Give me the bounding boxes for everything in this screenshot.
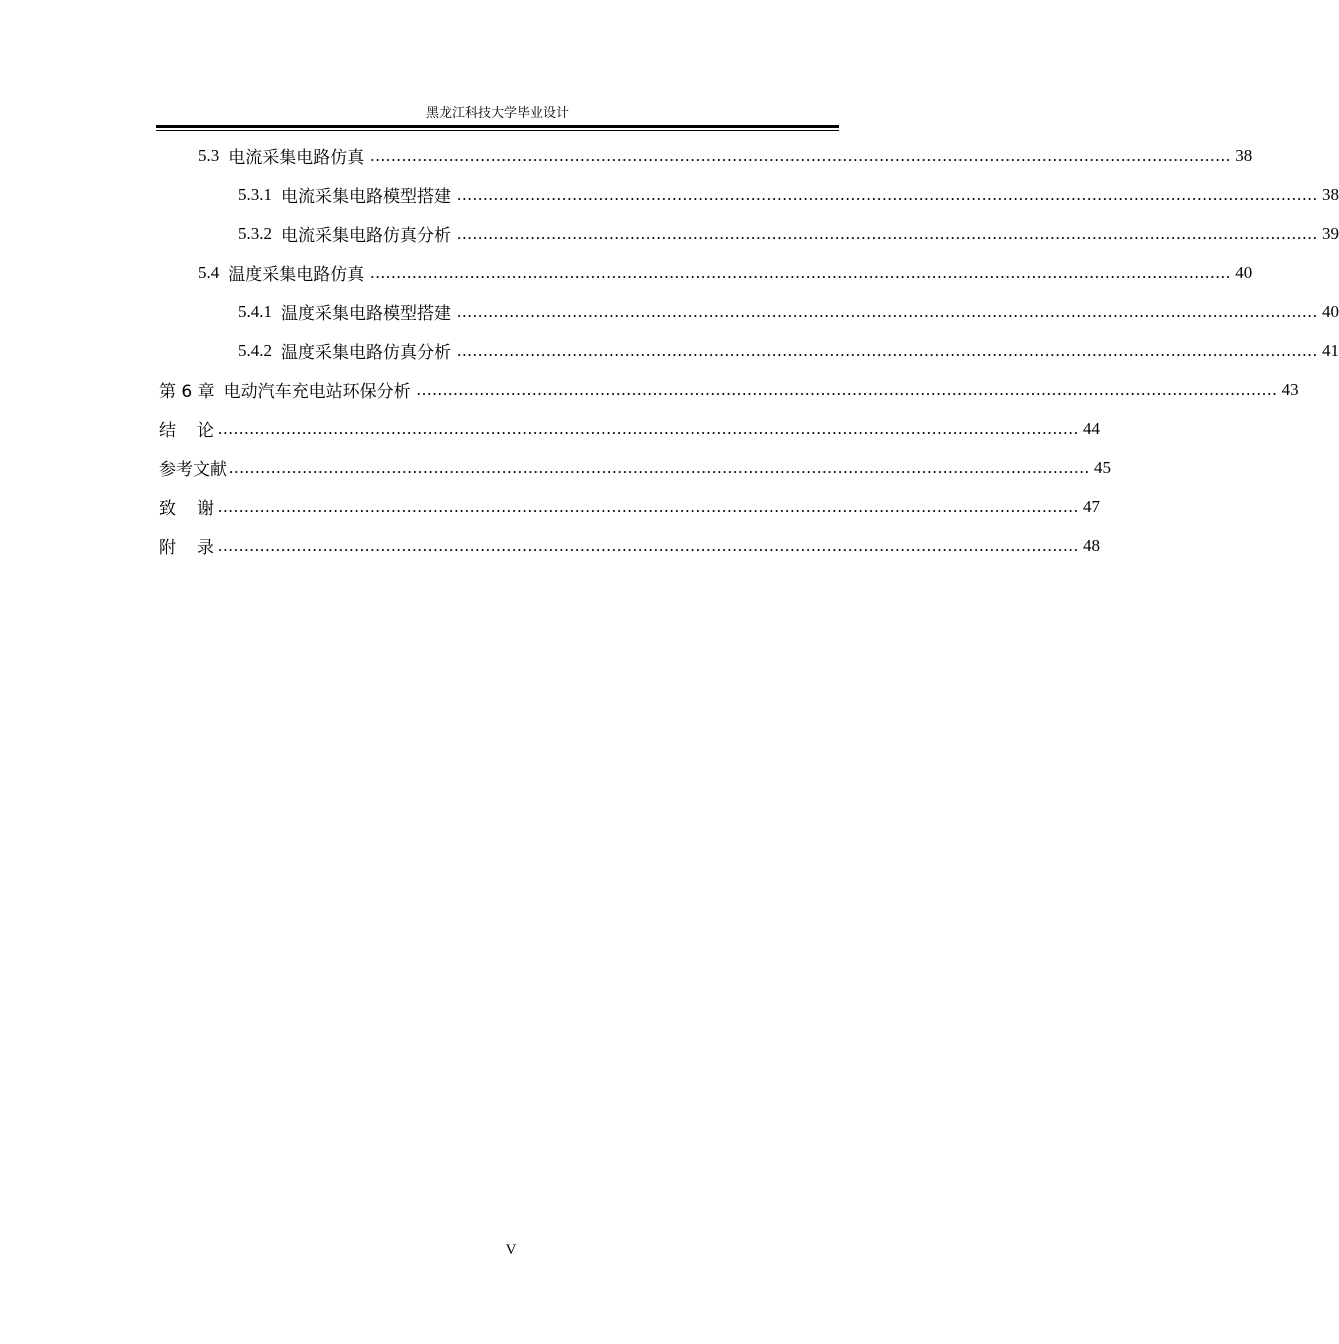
toc-entry[interactable]	[159, 409, 1100, 448]
toc-entry-number: 5.4.2	[238, 340, 272, 360]
toc-entry[interactable]	[238, 175, 1339, 214]
toc-leader-dots: ....................................................................................................................................................................	[457, 340, 1318, 360]
toc-entry-number: 5.4	[198, 262, 220, 282]
toc-entry-title: 温度采集电路仿真	[228, 265, 365, 285]
toc-entry-page: 39	[1322, 223, 1339, 243]
toc-entry-title: 致谢	[159, 499, 235, 519]
toc-entry[interactable]	[198, 136, 1253, 175]
toc-entry-number: 第 6 章	[159, 382, 215, 402]
toc-entry[interactable]	[159, 370, 1299, 409]
header-rule-thick	[156, 125, 839, 128]
header-rule-thin	[156, 130, 839, 131]
toc-leader-dots: ....................................................................................................................................................................	[229, 457, 1090, 477]
toc-leader-dots: ....................................................................................................................................................................	[218, 418, 1079, 438]
toc-entry-title: 温度采集电路仿真分析	[281, 343, 451, 363]
toc-entry[interactable]	[159, 448, 1111, 487]
toc-entry-page: 38	[1235, 145, 1253, 165]
toc-leader-dots: ....................................................................................................................................................................	[457, 301, 1318, 321]
toc-entry[interactable]	[159, 487, 1100, 526]
page-number: V	[505, 1242, 517, 1258]
toc-entry-title: 电流采集电路仿真分析	[281, 226, 451, 246]
toc-entry-page: 41	[1322, 340, 1339, 360]
toc-entry-page: 40	[1235, 262, 1253, 282]
toc-entry-page: 48	[1083, 535, 1100, 555]
toc-entry-page: 38	[1322, 184, 1339, 204]
toc-entry-title: 温度采集电路模型搭建	[281, 304, 451, 324]
toc-entry[interactable]	[198, 253, 1253, 292]
toc-leader-dots: ....................................................................................................................................................................	[218, 496, 1079, 516]
toc-entry[interactable]	[238, 214, 1339, 253]
toc-entry-title: 结论	[159, 421, 235, 441]
toc-leader-dots: ....................................................................................................................................................................	[416, 379, 1278, 399]
toc-entry[interactable]	[159, 526, 1100, 565]
toc-entry-number: 5.4.1	[238, 301, 272, 321]
toc-entry-title: 附录	[159, 538, 235, 558]
toc-leader-dots: ....................................................................................................................................................................	[370, 145, 1232, 165]
toc-entry-number: 5.3	[198, 145, 220, 165]
toc-leader-dots: ....................................................................................................................................................................	[457, 223, 1318, 243]
toc-entry-page: 47	[1083, 496, 1100, 516]
toc-entry-page: 40	[1322, 301, 1339, 321]
toc-entry-number: 5.3.2	[238, 223, 272, 243]
toc-entry-number: 5.3.1	[238, 184, 272, 204]
toc-leader-dots: ....................................................................................................................................................................	[457, 184, 1318, 204]
toc-leader-dots: ....................................................................................................................................................................	[370, 262, 1232, 282]
toc-entry-page: 45	[1094, 457, 1111, 477]
toc-entry-title: 电动汽车充电站环保分析	[223, 382, 411, 402]
toc-entry-title: 电流采集电路模型搭建	[281, 187, 451, 207]
toc-entry[interactable]	[238, 331, 1339, 370]
toc-entry-page: 43	[1281, 379, 1299, 399]
toc-entry-title: 参考文献	[159, 460, 227, 480]
toc-entry[interactable]	[238, 292, 1339, 331]
toc-entry-title: 电流采集电路仿真	[228, 148, 365, 168]
running-header: 黑龙江科技大学毕业设计	[425, 106, 569, 121]
toc-leader-dots: ....................................................................................................................................................................	[218, 535, 1079, 555]
toc-entry-page: 44	[1083, 418, 1100, 438]
